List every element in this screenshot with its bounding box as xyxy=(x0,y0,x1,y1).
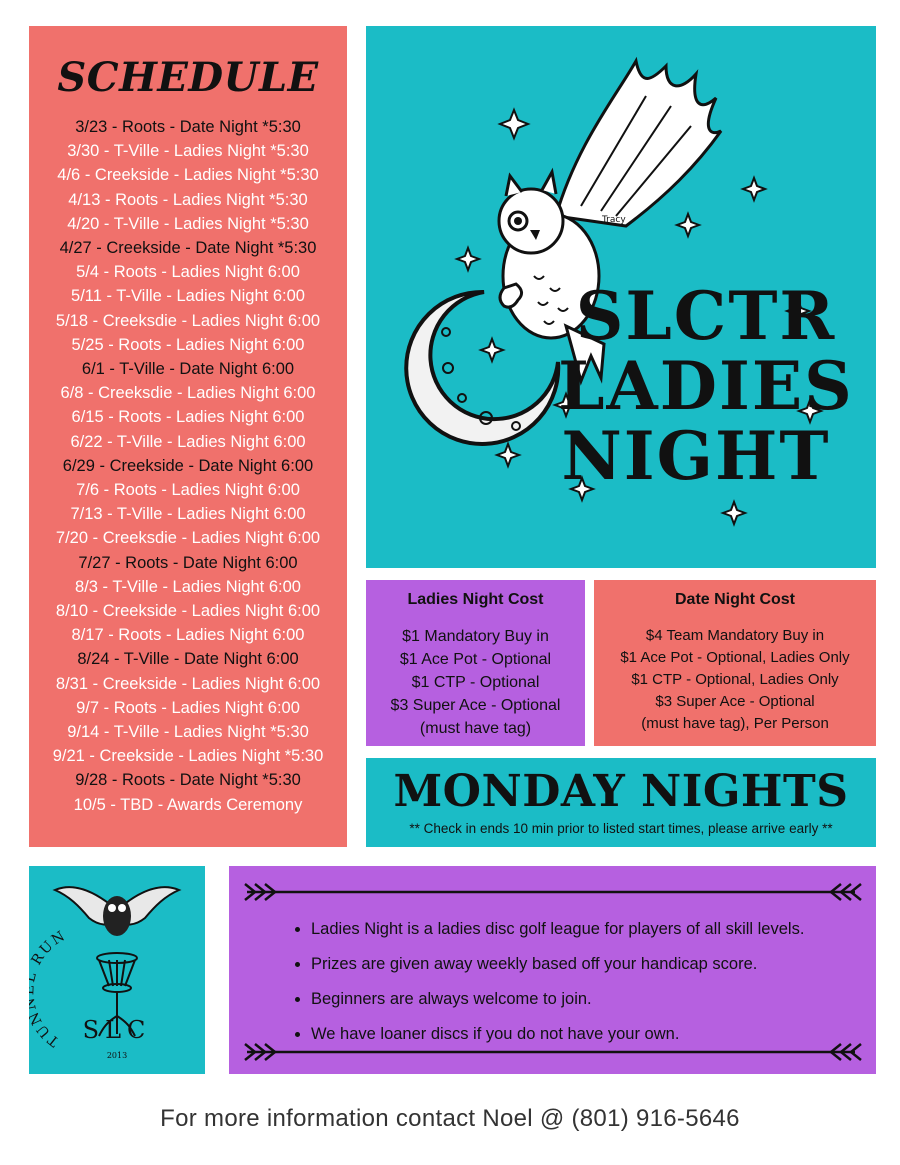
schedule-item: 10/5 - TBD - Awards Ceremony xyxy=(73,795,303,814)
schedule-item: 5/18 - Creeksdie - Ladies Night 6:00 xyxy=(55,311,321,330)
check-in-note: ** Check in ends 10 min prior to listed start times, please arrive early ** xyxy=(409,821,833,836)
schedule-item: 6/29 - Creekside - Date Night 6:00 xyxy=(62,456,314,475)
schedule-item: 6/8 - Creeksdie - Ladies Night 6:00 xyxy=(60,384,316,403)
date-night-cost-list xyxy=(594,625,876,735)
schedule-item: 3/30 - T-Ville - Ladies Night *5:30 xyxy=(67,142,309,161)
hero-title-line-1: SLCTR xyxy=(575,277,837,355)
tunnel-runners-owl-logo xyxy=(29,866,205,1074)
schedule-item: 8/17 - Roots - Ladies Night 6:00 xyxy=(71,626,305,645)
schedule-item: 5/25 - Roots - Ladies Night 6:00 xyxy=(71,335,305,354)
contact-footer: For more information contact Noel @ (801) 916-5646 xyxy=(160,1105,740,1132)
schedule-item: 8/10 - Creekside - Ladies Night 6:00 xyxy=(55,602,321,621)
schedule-item: 5/4 - Roots - Ladies Night 6:00 xyxy=(76,263,300,282)
schedule-item: 9/7 - Roots - Ladies Night 6:00 xyxy=(76,698,300,717)
info-panel xyxy=(229,866,876,1074)
schedule-item: 7/6 - Roots - Ladies Night 6:00 xyxy=(76,481,300,500)
date-cost-line: $1 Ace Pot - Optional, Ladies Only xyxy=(620,649,850,666)
schedule-item: 9/21 - Creekside - Ladies Night *5:30 xyxy=(52,747,324,766)
ladies-cost-line: $1 CTP - Optional xyxy=(411,674,540,691)
schedule-item: 8/31 - Creekside - Ladies Night 6:00 xyxy=(55,674,321,693)
ladies-night-cost-title: Ladies Night Cost xyxy=(407,591,544,608)
logo-arc-text: TU RUN xyxy=(29,927,70,1050)
date-cost-line: $1 CTP - Optional, Ladies Only xyxy=(631,671,839,688)
schedule-list xyxy=(29,115,347,817)
ladies-cost-line: $1 Ace Pot - Optional xyxy=(399,651,552,668)
ladies-cost-line: $3 Super Ace - Optional xyxy=(390,697,561,714)
schedule-item: 9/14 - T-Ville - Ladies Night *5:30 xyxy=(67,723,309,742)
hero-title-line-3: NIGHT xyxy=(561,417,831,495)
schedule-item: 6/1 - T-Ville - Date Night 6:00 xyxy=(81,360,295,379)
info-bullet: • Ladies Night is a ladies disc golf league for players of all skill levels. xyxy=(311,912,804,947)
schedule-title: SCHEDULE xyxy=(57,54,319,101)
schedule-item: 7/20 - Creeksdie - Ladies Night 6:00 xyxy=(55,529,321,548)
schedule-item: 6/15 - Roots - Ladies Night 6:00 xyxy=(71,408,305,427)
schedule-panel xyxy=(29,26,347,847)
logo-letters: SLC xyxy=(82,1016,152,1044)
sparkle-icon xyxy=(723,502,745,524)
owl-signature: Tracy xyxy=(602,215,626,225)
tunnel-runners-logo-panel xyxy=(29,866,205,1074)
info-bullet: • We have loaner discs if you do not have your own. xyxy=(311,1017,804,1052)
info-bullet-list xyxy=(285,912,804,1052)
arrow-line-icon xyxy=(243,1038,863,1066)
date-cost-line: $3 Super Ace - Optional xyxy=(655,693,815,710)
arrow-line-icon xyxy=(243,878,863,906)
hero-panel xyxy=(366,26,876,568)
schedule-item: 4/27 - Creekside - Date Night *5:30 xyxy=(59,239,317,258)
sparkle-icon xyxy=(481,339,503,361)
sparkle-icon xyxy=(497,444,519,466)
info-bullet: • Beginners are always welcome to join. xyxy=(311,982,804,1017)
schedule-item: 4/20 - T-Ville - Ladies Night *5:30 xyxy=(67,214,309,233)
schedule-item: 7/27 - Roots - Date Night 6:00 xyxy=(78,553,298,572)
date-night-cost-title: Date Night Cost xyxy=(675,591,795,608)
date-cost-line: (must have tag), Per Person xyxy=(641,715,829,732)
ladies-cost-line: $1 Mandatory Buy in xyxy=(402,628,549,645)
info-bullet: • Prizes are given away weekly based off your handicap score. xyxy=(311,947,804,982)
schedule-item: 3/23 - Roots - Date Night *5:30 xyxy=(75,118,301,136)
schedule-item: 8/24 - T-Ville - Date Night 6:00 xyxy=(77,650,299,669)
date-cost-line: $4 Team Mandatory Buy in xyxy=(645,627,825,644)
schedule-item: 6/22 - T-Ville - Ladies Night 6:00 xyxy=(70,432,306,451)
schedule-item: 8/3 - T-Ville - Ladies Night 6:00 xyxy=(75,577,301,596)
schedule-item: 4/6 - Creekside - Ladies Night *5:30 xyxy=(57,166,319,185)
sparkle-icon xyxy=(677,214,699,236)
ladies-night-cost-panel xyxy=(366,580,585,746)
schedule-item: 7/13 - T-Ville - Ladies Night 6:00 xyxy=(70,505,306,524)
sparkle-icon xyxy=(743,178,765,200)
date-night-cost-panel xyxy=(594,580,876,746)
sparkle-icon xyxy=(500,110,528,138)
schedule-item: 9/28 - Roots - Date Night *5:30 xyxy=(75,771,301,790)
ladies-cost-line: (must have tag) xyxy=(419,720,532,737)
schedule-item: 5/11 - T-Ville - Ladies Night 6:00 xyxy=(71,287,305,306)
hero-illustration xyxy=(366,26,876,568)
monday-nights-panel xyxy=(366,758,876,847)
monday-nights-title: MONDAY NIGHTS xyxy=(393,766,849,817)
schedule-item: 4/13 - Roots - Ladies Night *5:30 xyxy=(68,190,308,209)
sparkle-icon xyxy=(457,248,479,270)
ladies-night-cost-list xyxy=(366,625,585,740)
logo-year: 2013 xyxy=(106,1051,128,1060)
hero-title-line-2: LADIES xyxy=(558,347,854,425)
